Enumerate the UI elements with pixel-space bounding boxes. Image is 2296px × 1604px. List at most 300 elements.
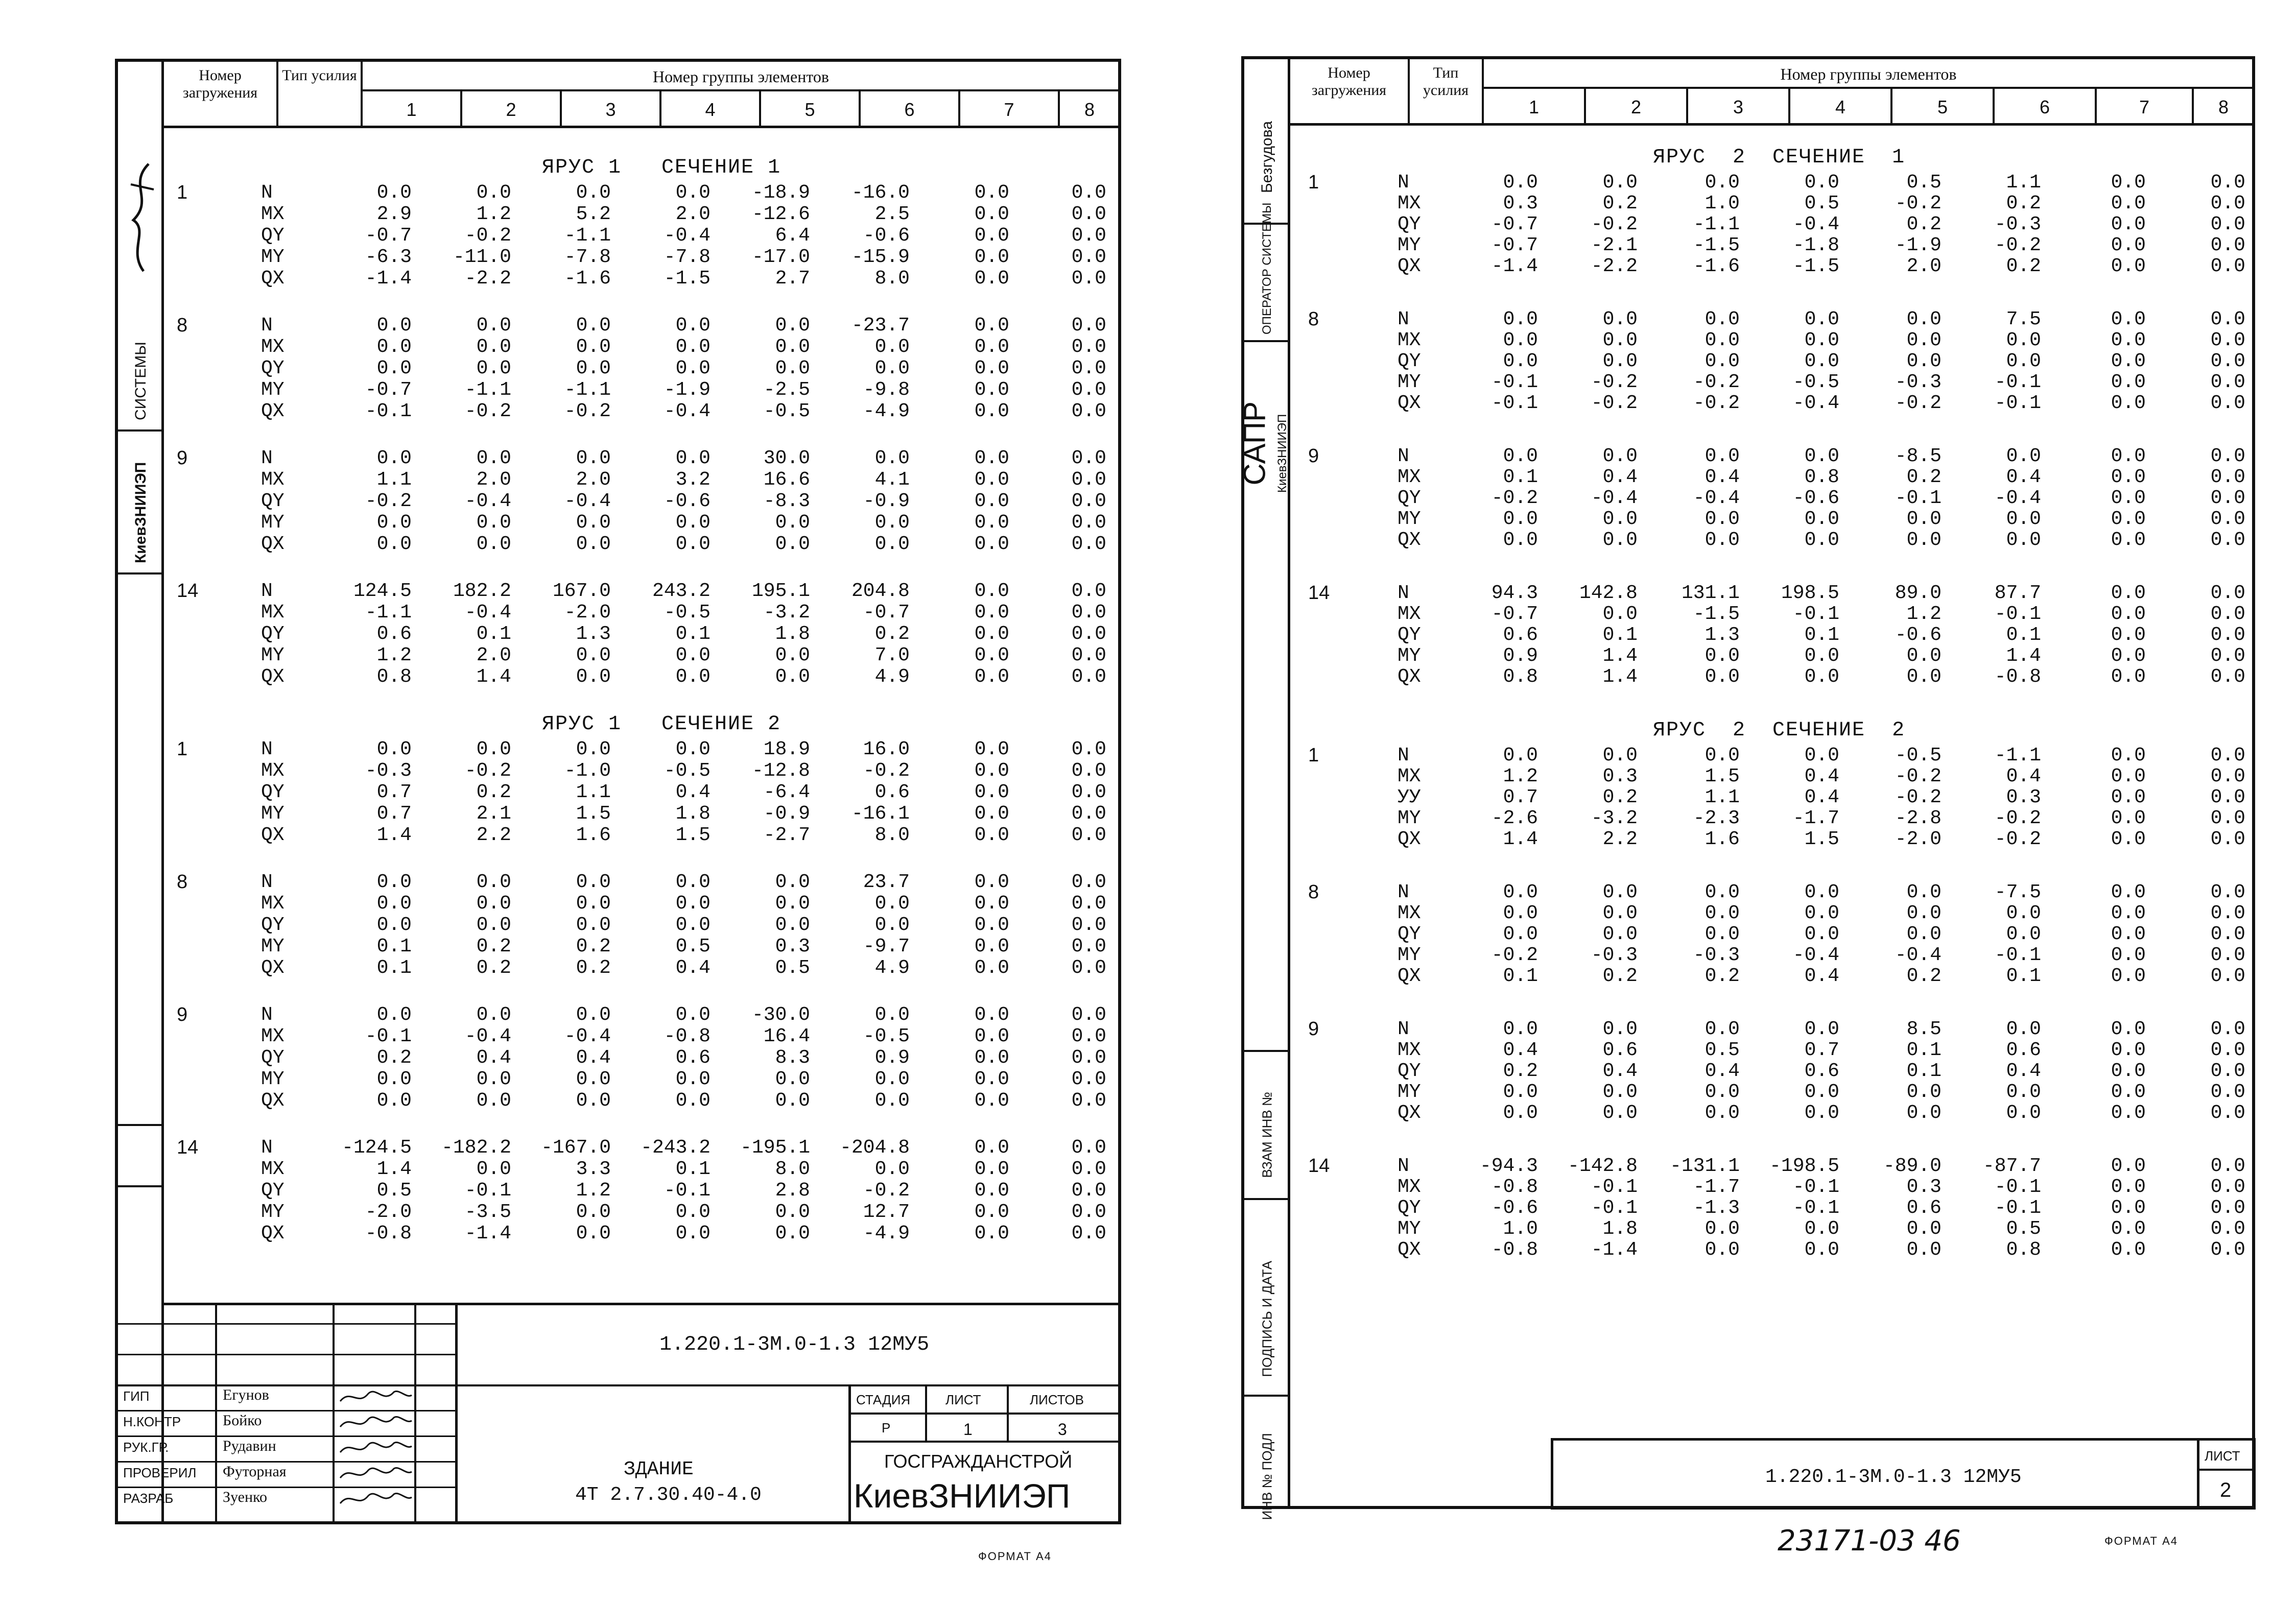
force-value: -0.8	[1491, 1239, 1538, 1261]
force-value: 2.1	[476, 803, 511, 825]
force-value: 1.4	[376, 1158, 412, 1180]
force-value: -0.5	[763, 400, 810, 422]
force-value: 0.0	[2111, 786, 2146, 808]
force-value: -0.6	[1491, 1197, 1538, 1219]
force-value: 1.8	[775, 623, 810, 645]
load-case-number: 9	[177, 447, 188, 469]
force-type: MY	[1398, 645, 1421, 667]
force-type: MX	[261, 336, 285, 358]
force-value: 0.0	[476, 1004, 511, 1026]
force-value: 0.0	[2111, 234, 2146, 256]
force-value: 2.2	[1602, 828, 1638, 850]
force-type: MY	[1398, 944, 1421, 966]
force-value: 1.2	[576, 1180, 611, 1202]
load-case-number: 1	[177, 738, 188, 760]
force-value: 0.4	[675, 957, 711, 979]
force-value: -0.1	[1792, 1197, 1839, 1219]
force-value: 1.6	[576, 824, 611, 846]
force-value: -12.6	[751, 203, 810, 225]
force-type: MX	[261, 602, 285, 624]
force-value: 0.0	[2210, 466, 2245, 488]
force-value: 0.0	[2111, 445, 2146, 467]
force-type: MY	[1398, 807, 1421, 829]
force-value: 0.0	[1071, 824, 1106, 846]
force-value: 0.0	[1071, 203, 1106, 225]
force-type: QY	[261, 914, 285, 936]
group-number: 8	[2192, 89, 2253, 126]
force-value: 0.0	[775, 1090, 810, 1112]
force-type: MX	[1398, 1039, 1421, 1061]
force-value: 0.0	[376, 738, 412, 760]
force-value: 0.4	[2006, 1060, 2041, 1082]
force-value: 3.3	[576, 1158, 611, 1180]
force-type: QX	[261, 268, 285, 290]
force-value: 0.0	[576, 533, 611, 555]
force-value: -1.6	[1693, 255, 1740, 277]
force-value: 0.0	[775, 315, 810, 337]
force-value: 0.0	[2111, 308, 2146, 330]
force-value: 0.0	[675, 1004, 711, 1026]
force-value: 0.0	[2006, 1102, 2041, 1124]
title-block-vline	[1007, 1384, 1009, 1441]
force-value: 0.0	[1071, 225, 1106, 247]
force-value: 2.0	[675, 203, 711, 225]
force-value: 198.5	[1781, 582, 1839, 604]
force-value: 0.2	[874, 623, 910, 645]
force-value: 0.0	[2006, 329, 2041, 351]
force-value: -7.8	[664, 246, 711, 268]
force-value: 0.3	[1906, 1176, 1942, 1198]
force-value: 0.0	[974, 914, 1009, 936]
force-value: -2.2	[1591, 255, 1638, 277]
force-value: 0.0	[576, 666, 611, 688]
force-value: 2.7	[775, 268, 810, 290]
force-value: -0.6	[1895, 624, 1942, 646]
force-type: MX	[261, 893, 285, 915]
force-value: 0.0	[2210, 1176, 2245, 1198]
force-value: -0.2	[1994, 828, 2041, 850]
force-value: 0.4	[675, 781, 711, 803]
force-value: 0.0	[974, 824, 1009, 846]
force-value: 0.5	[1705, 1039, 1740, 1061]
force-value: 0.0	[476, 871, 511, 893]
force-value: 0.8	[1503, 666, 1538, 688]
force-value: 1.4	[1503, 828, 1538, 850]
force-value: 0.1	[376, 957, 412, 979]
force-value: 0.0	[1804, 1218, 1839, 1240]
force-value: 0.0	[2111, 193, 2146, 214]
stage-value: Р	[882, 1420, 891, 1435]
force-value: -1.5	[1693, 234, 1740, 256]
group-number: 3	[560, 91, 659, 128]
force-value: 0.0	[974, 1068, 1009, 1090]
force-value: -0.4	[1792, 213, 1839, 235]
force-value: -0.1	[1792, 1176, 1839, 1198]
force-value: -198.5	[1769, 1155, 1839, 1177]
sidebar-divider	[1244, 340, 1290, 342]
force-value: 0.0	[376, 512, 412, 534]
force-value: 0.0	[1804, 508, 1839, 530]
force-value: 0.0	[2210, 193, 2245, 214]
force-value: 0.0	[2210, 902, 2245, 924]
header-load-number: Номер загружения	[1311, 64, 1387, 99]
sidebar-operator-name: Безгудова	[1259, 121, 1275, 193]
force-value: 0.0	[376, 533, 412, 555]
force-value: -1.5	[664, 268, 711, 290]
force-value: 167.0	[552, 580, 611, 602]
section-title: ЯРУС 1 СЕЧЕНИЕ 1	[542, 156, 782, 179]
right-sheet	[1237, 56, 2255, 1520]
force-value: 0.0	[2210, 582, 2245, 604]
force-value: 0.0	[1705, 881, 1740, 903]
force-value: 0.0	[2111, 923, 2146, 945]
force-value: 0.0	[1503, 329, 1538, 351]
force-value: 1.8	[675, 803, 711, 825]
stage-label: СТАДИЯ	[856, 1392, 911, 1407]
force-value: -0.8	[365, 1223, 412, 1244]
force-value: 1.0	[1503, 1218, 1538, 1240]
group-number: 5	[759, 91, 859, 128]
load-case-number: 14	[177, 580, 199, 602]
signatory-role: РУК.ГР.	[123, 1440, 169, 1455]
force-value: 0.1	[2006, 965, 2041, 987]
force-value: 0.0	[974, 490, 1009, 512]
force-value: 0.0	[2006, 508, 2041, 530]
force-value: 0.0	[2210, 308, 2245, 330]
force-value: 0.0	[1503, 445, 1538, 467]
sidebar-divider	[1244, 1198, 1290, 1200]
handwritten-signature	[338, 1437, 414, 1460]
force-value: 0.0	[376, 914, 412, 936]
force-value: 0.1	[675, 623, 711, 645]
force-value: 0.0	[1804, 529, 1839, 551]
force-value: 0.0	[2111, 828, 2146, 850]
force-value: 0.0	[675, 1201, 711, 1223]
force-value: 0.0	[1602, 1102, 1638, 1124]
force-value: -0.5	[664, 602, 711, 624]
force-value: 0.0	[974, 1223, 1009, 1244]
force-value: 0.0	[1503, 308, 1538, 330]
force-value: 0.0	[1705, 329, 1740, 351]
handwritten-signature	[338, 1386, 414, 1409]
force-value: 0.0	[1071, 871, 1106, 893]
force-type: MX	[1398, 329, 1421, 351]
building-code: 4Т 2.7.30.40-4.0	[575, 1484, 762, 1506]
group-number: 1	[361, 91, 460, 128]
force-value: 0.0	[974, 1025, 1009, 1047]
force-value: 0.0	[2210, 371, 2245, 393]
force-type: MY	[1398, 1218, 1421, 1240]
force-value: 0.0	[576, 1201, 611, 1223]
force-value: 0.0	[2111, 1081, 2146, 1103]
sidebar-inventory-label: ИНВ № ПОДЛ	[1259, 1433, 1275, 1520]
force-value: -0.2	[863, 760, 910, 782]
force-value: 0.0	[2111, 392, 2146, 414]
force-type: QX	[261, 1090, 285, 1112]
force-value: 1.1	[376, 469, 412, 491]
force-value: 0.0	[476, 914, 511, 936]
force-value: 0.2	[2006, 193, 2041, 214]
force-value: -0.6	[1792, 487, 1839, 509]
force-value: 0.0	[1804, 881, 1839, 903]
force-value: 0.0	[1071, 1180, 1106, 1202]
force-value: 0.4	[1602, 1060, 1638, 1082]
force-value: -0.2	[365, 490, 412, 512]
force-value: -0.8	[1994, 666, 2041, 688]
force-value: 0.2	[476, 781, 511, 803]
force-value: 0.2	[476, 936, 511, 957]
force-value: 0.0	[1804, 1239, 1839, 1261]
force-value: 0.0	[2210, 965, 2245, 987]
force-value: 0.0	[576, 182, 611, 204]
force-value: 0.0	[476, 1090, 511, 1112]
force-value: -0.3	[1994, 213, 2041, 235]
force-value: -2.8	[1895, 807, 1942, 829]
force-value: 0.0	[2210, 923, 2245, 945]
force-value: -204.8	[840, 1137, 910, 1159]
force-value: 0.5	[2006, 1218, 2041, 1240]
force-value: 3.2	[675, 469, 711, 491]
force-value: 87.7	[1994, 582, 2041, 604]
force-value: 1.2	[376, 644, 412, 666]
force-value: 0.0	[974, 1137, 1009, 1159]
force-value: 0.8	[376, 666, 412, 688]
force-value: -1.6	[564, 268, 611, 290]
load-case-number: 8	[1308, 881, 1319, 903]
force-type: QX	[1398, 529, 1421, 551]
force-value: 0.0	[1071, 936, 1106, 957]
group-number: 8	[1058, 91, 1119, 128]
force-value: 0.0	[775, 871, 810, 893]
force-value: 0.7	[376, 781, 412, 803]
force-type: N	[261, 1137, 273, 1159]
force-value: -0.4	[564, 1025, 611, 1047]
force-value: 0.0	[2210, 1239, 2245, 1261]
force-value: 0.0	[974, 602, 1009, 624]
title-block-vline	[333, 1303, 335, 1522]
force-value: 0.0	[1503, 172, 1538, 194]
force-value: 0.0	[2210, 765, 2245, 787]
force-value: -6.4	[763, 781, 810, 803]
force-value: -1.4	[464, 1223, 511, 1244]
force-value: 0.0	[675, 533, 711, 555]
force-value: 8.5	[1906, 1018, 1942, 1040]
group-number: 2	[460, 91, 560, 128]
force-value: -0.7	[1491, 603, 1538, 625]
load-case-number: 8	[177, 315, 188, 336]
force-value: 0.0	[1705, 308, 1740, 330]
force-value: 1.2	[1503, 765, 1538, 787]
group-number: 6	[859, 91, 958, 128]
force-value: -2.5	[763, 379, 810, 401]
force-value: 0.1	[1602, 624, 1638, 646]
sidebar-divider	[118, 572, 164, 574]
force-value: 0.0	[2111, 902, 2146, 924]
force-value: 1.4	[376, 824, 412, 846]
sidebar-org-label: КиевЗНИИЭП	[1275, 414, 1289, 493]
force-value: 0.2	[476, 957, 511, 979]
force-value: -94.3	[1479, 1155, 1538, 1177]
force-type: УУ	[1398, 786, 1421, 808]
force-value: 0.0	[1071, 1137, 1106, 1159]
force-value: 0.0	[1071, 447, 1106, 469]
load-case-number: 9	[177, 1004, 188, 1025]
force-type: QY	[261, 490, 285, 512]
force-value: 0.0	[675, 666, 711, 688]
force-value: -0.1	[1792, 603, 1839, 625]
force-value: 0.0	[476, 512, 511, 534]
force-value: 30.0	[763, 447, 810, 469]
force-value: 0.0	[874, 914, 910, 936]
force-value: -0.2	[1491, 944, 1538, 966]
force-value: 0.0	[476, 893, 511, 915]
force-value: 0.0	[974, 225, 1009, 247]
force-value: 0.0	[1804, 1018, 1839, 1040]
force-value: 0.4	[1705, 1060, 1740, 1082]
force-value: 0.0	[675, 315, 711, 337]
force-value: 0.0	[2111, 603, 2146, 625]
header-force-type: Тип усилия	[276, 62, 361, 128]
force-value: 0.0	[376, 357, 412, 379]
force-value: 0.0	[2111, 582, 2146, 604]
force-value: 0.0	[576, 1090, 611, 1112]
force-value: -1.3	[1693, 1197, 1740, 1219]
force-value: -1.5	[1792, 255, 1839, 277]
force-value: 0.0	[2111, 1155, 2146, 1177]
section-title: ЯРУС 1 СЕЧЕНИЕ 2	[542, 713, 782, 736]
force-value: 0.0	[1705, 645, 1740, 667]
force-value: 0.2	[1602, 193, 1638, 214]
force-value: -0.1	[365, 400, 412, 422]
force-value: 0.0	[2111, 466, 2146, 488]
force-value: -0.2	[464, 225, 511, 247]
force-value: 0.4	[1705, 466, 1740, 488]
force-value: 16.0	[863, 738, 910, 760]
force-value: -0.2	[1994, 234, 2041, 256]
force-value: 0.0	[1804, 645, 1839, 667]
force-value: 0.0	[1705, 902, 1740, 924]
force-value: 2.5	[874, 203, 910, 225]
force-value: 0.0	[2111, 1018, 2146, 1040]
force-value: 0.0	[775, 533, 810, 555]
force-type: N	[1398, 445, 1409, 467]
force-type: QY	[261, 357, 285, 379]
force-value: 0.0	[1503, 529, 1538, 551]
force-value: 0.0	[2111, 213, 2146, 235]
force-type: N	[261, 315, 273, 337]
force-value: 0.0	[1602, 1081, 1638, 1103]
force-value: 0.0	[675, 447, 711, 469]
force-value: 0.0	[2210, 1060, 2245, 1082]
sidebar-divider	[1244, 1050, 1290, 1052]
force-value: -0.9	[863, 490, 910, 512]
force-value: -1.7	[1693, 1176, 1740, 1198]
force-value: -0.2	[1895, 193, 1942, 214]
force-value: 0.0	[1602, 529, 1638, 551]
force-value: 0.6	[376, 623, 412, 645]
force-type: N	[1398, 745, 1409, 767]
force-value: -124.5	[342, 1137, 412, 1159]
title-block-divider	[848, 1441, 1119, 1443]
force-value: 0.4	[1503, 1039, 1538, 1061]
header-group-title: Номер группы элементов	[361, 62, 1119, 91]
force-value: 0.0	[974, 1180, 1009, 1202]
force-value: 0.8	[2006, 1239, 2041, 1261]
force-value: 2.2	[476, 824, 511, 846]
load-case-number: 14	[1308, 582, 1330, 604]
force-value: 0.0	[1071, 533, 1106, 555]
force-value: -0.4	[1994, 487, 2041, 509]
force-value: 0.0	[2210, 1197, 2245, 1219]
force-type: MY	[1398, 371, 1421, 393]
force-value: 0.3	[775, 936, 810, 957]
force-value: 0.0	[376, 871, 412, 893]
force-value: 0.0	[1906, 645, 1942, 667]
force-value: 0.0	[675, 182, 711, 204]
force-value: 1.8	[1602, 1218, 1638, 1240]
force-value: -7.5	[1994, 881, 2041, 903]
force-value: 0.0	[576, 893, 611, 915]
force-value: 0.0	[1071, 803, 1106, 825]
force-value: -1.1	[1994, 745, 2041, 767]
force-value: -0.4	[664, 400, 711, 422]
force-value: 0.0	[1804, 902, 1839, 924]
force-value: 0.0	[2111, 1102, 2146, 1124]
force-value: -1.9	[664, 379, 711, 401]
force-value: 0.0	[1071, 781, 1106, 803]
force-value: 0.0	[1906, 350, 1942, 372]
force-value: 0.0	[2210, 1081, 2245, 1103]
force-type: QX	[261, 666, 285, 688]
force-value: 0.0	[2210, 445, 2245, 467]
force-value: 0.2	[576, 957, 611, 979]
force-value: 0.0	[974, 893, 1009, 915]
force-value: 0.8	[1804, 466, 1839, 488]
force-value: -0.1	[1895, 487, 1942, 509]
force-value: 0.4	[1602, 466, 1638, 488]
force-value: 0.6	[1906, 1197, 1942, 1219]
force-type: QY	[261, 781, 285, 803]
force-value: 0.2	[576, 936, 611, 957]
force-value: 0.0	[675, 1090, 711, 1112]
force-value: 0.0	[2006, 445, 2041, 467]
force-type: QY	[261, 1047, 285, 1069]
sheet-value: 2	[2220, 1479, 2232, 1501]
force-type: QY	[1398, 624, 1421, 646]
force-value: 1.1	[576, 781, 611, 803]
force-value: 0.0	[974, 936, 1009, 957]
title-block-vline	[925, 1384, 927, 1441]
force-value: 0.0	[2006, 529, 2041, 551]
force-type: MX	[1398, 466, 1421, 488]
force-value: 1.4	[2006, 645, 2041, 667]
force-value: 0.0	[2111, 1197, 2146, 1219]
sidebar-signature-label: ПОДПИСЬ И ДАТА	[1259, 1260, 1275, 1377]
force-value: 0.0	[974, 1158, 1009, 1180]
load-case-number: 9	[1308, 1018, 1319, 1040]
force-type: QY	[1398, 350, 1421, 372]
force-value: -1.1	[365, 602, 412, 624]
force-type: MY	[261, 936, 285, 957]
force-value: 0.2	[1906, 213, 1942, 235]
force-value: -0.2	[564, 400, 611, 422]
force-value: 0.0	[1906, 1239, 1942, 1261]
sidebar-divider	[118, 429, 164, 432]
force-value: -7.8	[564, 246, 611, 268]
left-sheet	[115, 59, 1121, 1524]
force-value: 0.0	[1602, 1018, 1638, 1040]
table-header	[1290, 59, 2253, 126]
